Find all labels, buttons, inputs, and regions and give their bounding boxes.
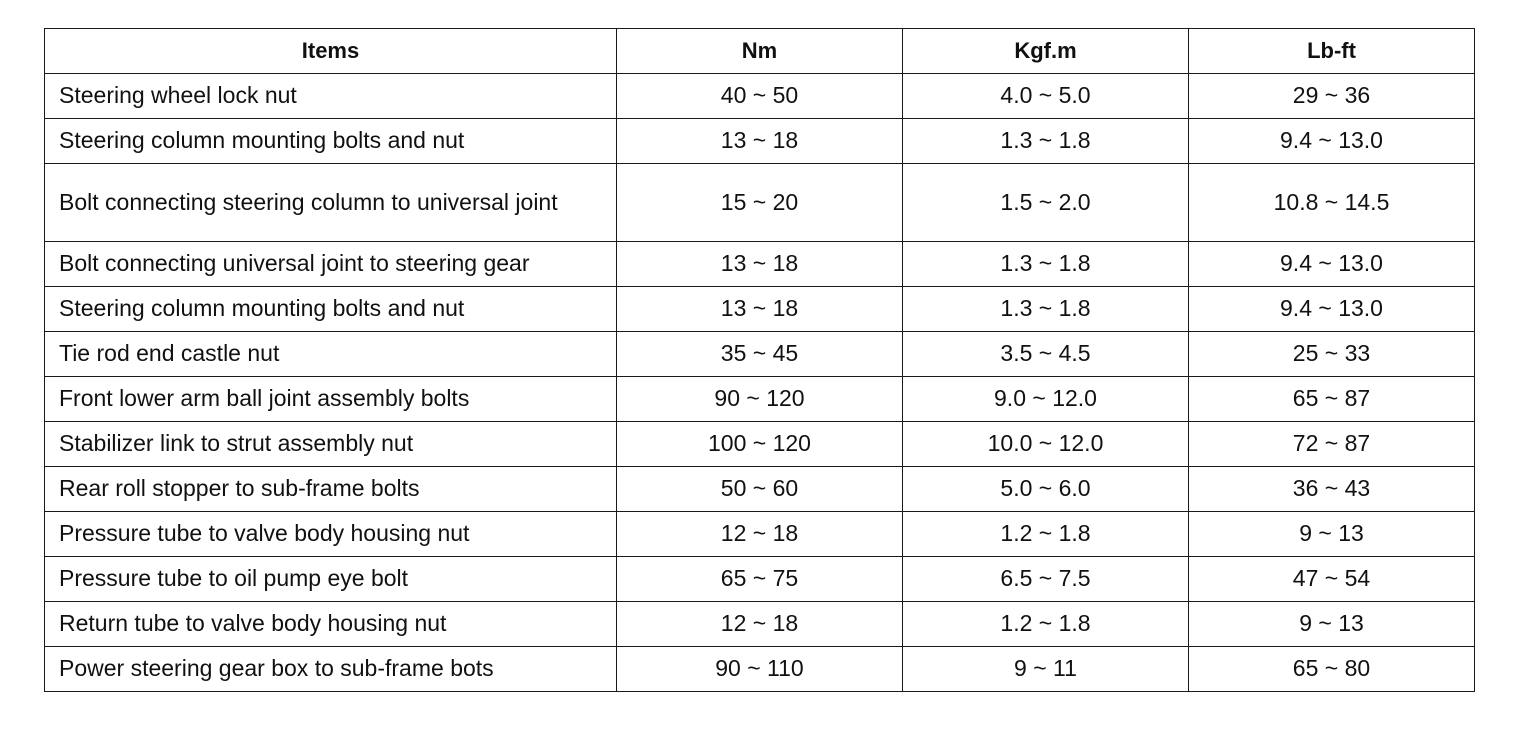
cell-kgfm: 9.0 ~ 12.0 (903, 377, 1189, 422)
cell-kgfm: 1.3 ~ 1.8 (903, 287, 1189, 332)
cell-lbft: 25 ~ 33 (1189, 332, 1475, 377)
cell-nm: 100 ~ 120 (617, 422, 903, 467)
cell-lbft: 10.8 ~ 14.5 (1189, 164, 1475, 242)
cell-kgfm: 4.0 ~ 5.0 (903, 74, 1189, 119)
cell-item: Bolt connecting steering column to universal joint (45, 164, 617, 242)
cell-nm: 50 ~ 60 (617, 467, 903, 512)
cell-lbft: 9.4 ~ 13.0 (1189, 287, 1475, 332)
table-row (45, 557, 1475, 602)
cell-lbft: 9 ~ 13 (1189, 602, 1475, 647)
cell-kgfm: 5.0 ~ 6.0 (903, 467, 1189, 512)
cell-item: Pressure tube to oil pump eye bolt (45, 557, 617, 602)
header-items: Items (45, 29, 617, 74)
table-row (45, 287, 1475, 332)
header-row (45, 29, 1475, 74)
table-row (45, 377, 1475, 422)
cell-lbft: 72 ~ 87 (1189, 422, 1475, 467)
cell-nm: 90 ~ 110 (617, 647, 903, 692)
cell-kgfm: 1.5 ~ 2.0 (903, 164, 1189, 242)
cell-lbft: 65 ~ 87 (1189, 377, 1475, 422)
cell-lbft: 9.4 ~ 13.0 (1189, 119, 1475, 164)
cell-item: Return tube to valve body housing nut (45, 602, 617, 647)
cell-item: Steering column mounting bolts and nut (45, 287, 617, 332)
table-row (45, 467, 1475, 512)
cell-lbft: 36 ~ 43 (1189, 467, 1475, 512)
cell-kgfm: 1.3 ~ 1.8 (903, 119, 1189, 164)
cell-item: Front lower arm ball joint assembly bolts (45, 377, 617, 422)
table-row (45, 647, 1475, 692)
cell-nm: 40 ~ 50 (617, 74, 903, 119)
cell-item: Pressure tube to valve body housing nut (45, 512, 617, 557)
cell-kgfm: 3.5 ~ 4.5 (903, 332, 1189, 377)
table-row (45, 512, 1475, 557)
cell-kgfm: 9 ~ 11 (903, 647, 1189, 692)
cell-item: Stabilizer link to strut assembly nut (45, 422, 617, 467)
cell-item: Bolt connecting universal joint to steering gear (45, 242, 617, 287)
cell-lbft: 65 ~ 80 (1189, 647, 1475, 692)
cell-kgfm: 1.2 ~ 1.8 (903, 602, 1189, 647)
header-lbft: Lb-ft (1189, 29, 1475, 74)
cell-nm: 65 ~ 75 (617, 557, 903, 602)
cell-nm: 13 ~ 18 (617, 242, 903, 287)
cell-kgfm: 1.3 ~ 1.8 (903, 242, 1189, 287)
header-nm: Nm (617, 29, 903, 74)
cell-nm: 35 ~ 45 (617, 332, 903, 377)
table-row (45, 119, 1475, 164)
table-row (45, 422, 1475, 467)
header-kgfm: Kgf.m (903, 29, 1189, 74)
cell-lbft: 29 ~ 36 (1189, 74, 1475, 119)
cell-nm: 13 ~ 18 (617, 287, 903, 332)
cell-kgfm: 6.5 ~ 7.5 (903, 557, 1189, 602)
cell-item: Tie rod end castle nut (45, 332, 617, 377)
cell-item: Steering column mounting bolts and nut (45, 119, 617, 164)
table-row (45, 164, 1475, 242)
cell-nm: 90 ~ 120 (617, 377, 903, 422)
cell-nm: 12 ~ 18 (617, 512, 903, 557)
table-row (45, 74, 1475, 119)
cell-lbft: 47 ~ 54 (1189, 557, 1475, 602)
cell-item: Rear roll stopper to sub-frame bolts (45, 467, 617, 512)
torque-spec-table (44, 28, 1475, 692)
cell-kgfm: 10.0 ~ 12.0 (903, 422, 1189, 467)
cell-item: Steering wheel lock nut (45, 74, 617, 119)
cell-lbft: 9 ~ 13 (1189, 512, 1475, 557)
table-row (45, 602, 1475, 647)
cell-kgfm: 1.2 ~ 1.8 (903, 512, 1189, 557)
table-row (45, 332, 1475, 377)
table-row (45, 242, 1475, 287)
cell-lbft: 9.4 ~ 13.0 (1189, 242, 1475, 287)
cell-nm: 15 ~ 20 (617, 164, 903, 242)
cell-item: Power steering gear box to sub-frame bots (45, 647, 617, 692)
cell-nm: 13 ~ 18 (617, 119, 903, 164)
cell-nm: 12 ~ 18 (617, 602, 903, 647)
